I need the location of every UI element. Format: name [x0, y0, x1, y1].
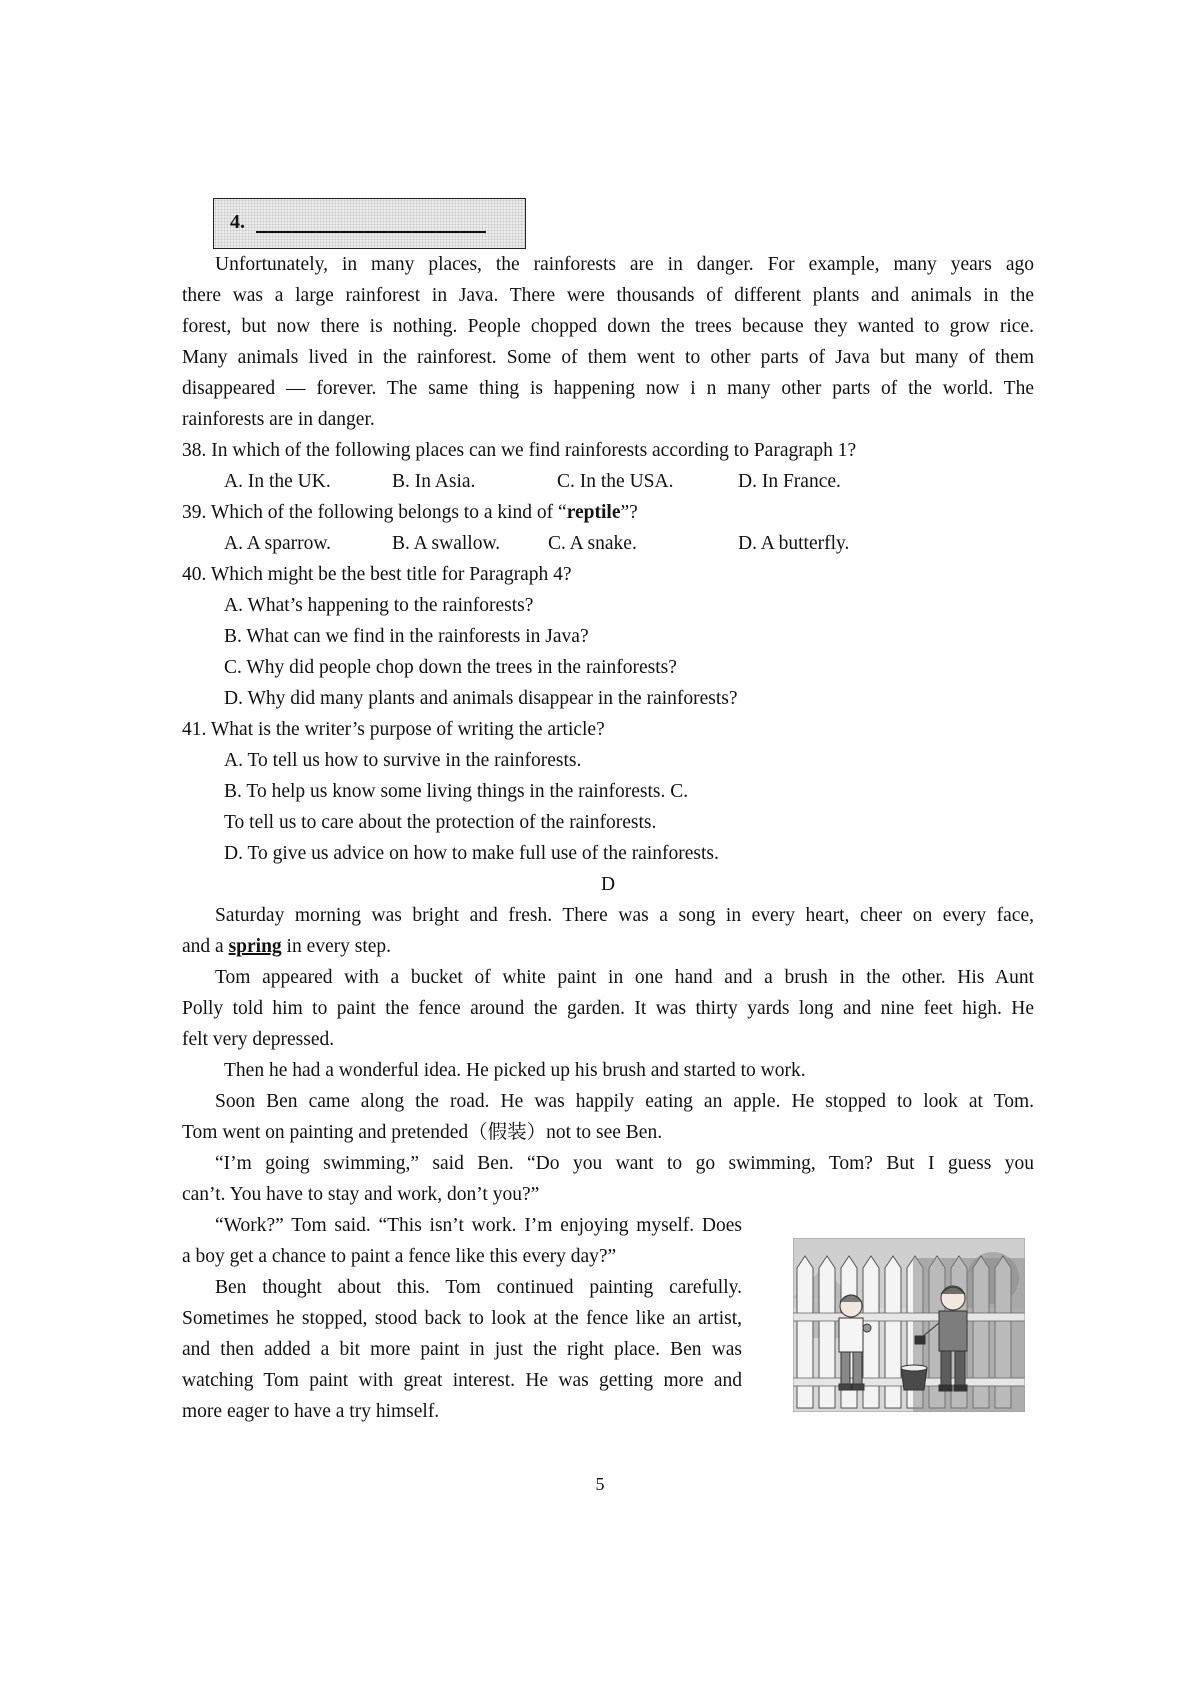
option-39-a: A. A sparrow.	[224, 533, 332, 554]
story-line: “I’m going swimming,” said Ben. “Do you want to go swimming, Tom? But I guess you	[215, 1153, 1034, 1174]
option-40-a: A. What’s happening to the rainforests?	[224, 595, 534, 616]
fence-illustration	[793, 1238, 1025, 1412]
story-line: Ben thought about this. Tom continued painting carefully.	[215, 1277, 742, 1298]
story-line: Soon Ben came along the road. He was happily eating an apple. He stopped to look at Tom.	[215, 1091, 1034, 1112]
story-line: “Work?” Tom said. “This isn’t work. I’m enjoying myself. Does	[215, 1215, 742, 1236]
option-40-b: B. What can we find in the rainforests in Java?	[224, 626, 589, 647]
paragraph-line: Unfortunately, in many places, the rainforests are in danger. For example, many years ago	[215, 254, 1034, 275]
option-39-c: C. A snake.	[548, 533, 637, 554]
story-line: Tom appeared with a bucket of white paint in one hand and a brush in the other. His Aunt	[215, 967, 1034, 988]
paragraph-line: disappeared — forever. The same thing is happening now i n many other parts of the world. The	[182, 378, 1034, 399]
story-line: Saturday morning was bright and fresh. There was a song in every heart, cheer on every face,	[215, 905, 1034, 926]
question-38: 38. In which of the following places can we find rainforests according to Paragraph 1?	[182, 440, 857, 461]
paragraph-line: Many animals lived in the rainforest. Some of them went to other parts of Java but many of them	[182, 347, 1034, 368]
option-39-d: D. A butterfly.	[738, 533, 850, 554]
story-line	[182, 931, 391, 962]
keyword-reptile: reptile	[566, 502, 621, 523]
story-text: and a	[182, 936, 229, 957]
option-41-a: A. To tell us how to survive in the rainforests.	[224, 750, 582, 771]
answer-blank	[256, 231, 486, 233]
question-39-end: ”?	[620, 502, 638, 523]
story-line: Sometimes he stopped, stood back to look at the fence like an artist,	[182, 1308, 742, 1329]
page-number: 5	[595, 1474, 605, 1494]
story-line: watching Tom paint with great interest. He was getting more and	[182, 1370, 742, 1391]
story-line: and then added a bit more paint in just the right place. Ben was	[182, 1339, 742, 1360]
option-41-b: B. To help us know some living things in the rainforests. C.	[224, 781, 689, 802]
paragraph-line: rainforests are in danger.	[182, 409, 375, 430]
story-line: can’t. You have to stay and work, don’t you?”	[182, 1184, 540, 1205]
story-line: Then he had a wonderful idea. He picked up his brush and started to work.	[224, 1060, 806, 1081]
keyword-spring: spring	[228, 936, 282, 957]
option-39-b: B. A swallow.	[392, 533, 501, 554]
question-39	[182, 497, 638, 528]
paragraph-line: there was a large rainforest in Java. There were thousands of different plants and animals in the	[182, 285, 1034, 306]
story-line: felt very depressed.	[182, 1029, 335, 1050]
option-40-c: C. Why did people chop down the trees in the rainforests?	[224, 657, 677, 678]
question-41: 41. What is the writer’s purpose of writing the article?	[182, 719, 605, 740]
story-line: more eager to have a try himself.	[182, 1401, 440, 1422]
paragraph-line: forest, but now there is nothing. People chopped down the trees because they wanted to grow rice.	[182, 316, 1034, 337]
option-38-b: B. In Asia.	[392, 471, 476, 492]
question-40: 40. Which might be the best title for Paragraph 4?	[182, 564, 572, 585]
section-heading-d: D	[600, 874, 616, 895]
story-line: Polly told him to paint the fence around the garden. It was thirty yards long and nine feet high. He	[182, 998, 1034, 1019]
option-41-d: D. To give us advice on how to make full use of the rainforests.	[224, 843, 719, 864]
option-38-d: D. In France.	[738, 471, 841, 492]
option-40-d: D. Why did many plants and animals disappear in the rainforests?	[224, 688, 738, 709]
story-line: Tom went on painting and pretended（假装）not to see Ben.	[182, 1122, 663, 1143]
paragraph-title-box	[213, 198, 526, 249]
option-38-c: C. In the USA.	[557, 471, 674, 492]
story-text: in every step.	[281, 936, 392, 957]
option-38-a: A. In the UK.	[224, 471, 331, 492]
box-number: 4.	[230, 211, 245, 233]
option-41-c: To tell us to care about the protection of the rainforests.	[224, 812, 657, 833]
story-line: a boy get a chance to paint a fence like this every day?”	[182, 1246, 617, 1267]
question-39-text: 39. Which of the following belongs to a kind of “	[182, 502, 567, 523]
